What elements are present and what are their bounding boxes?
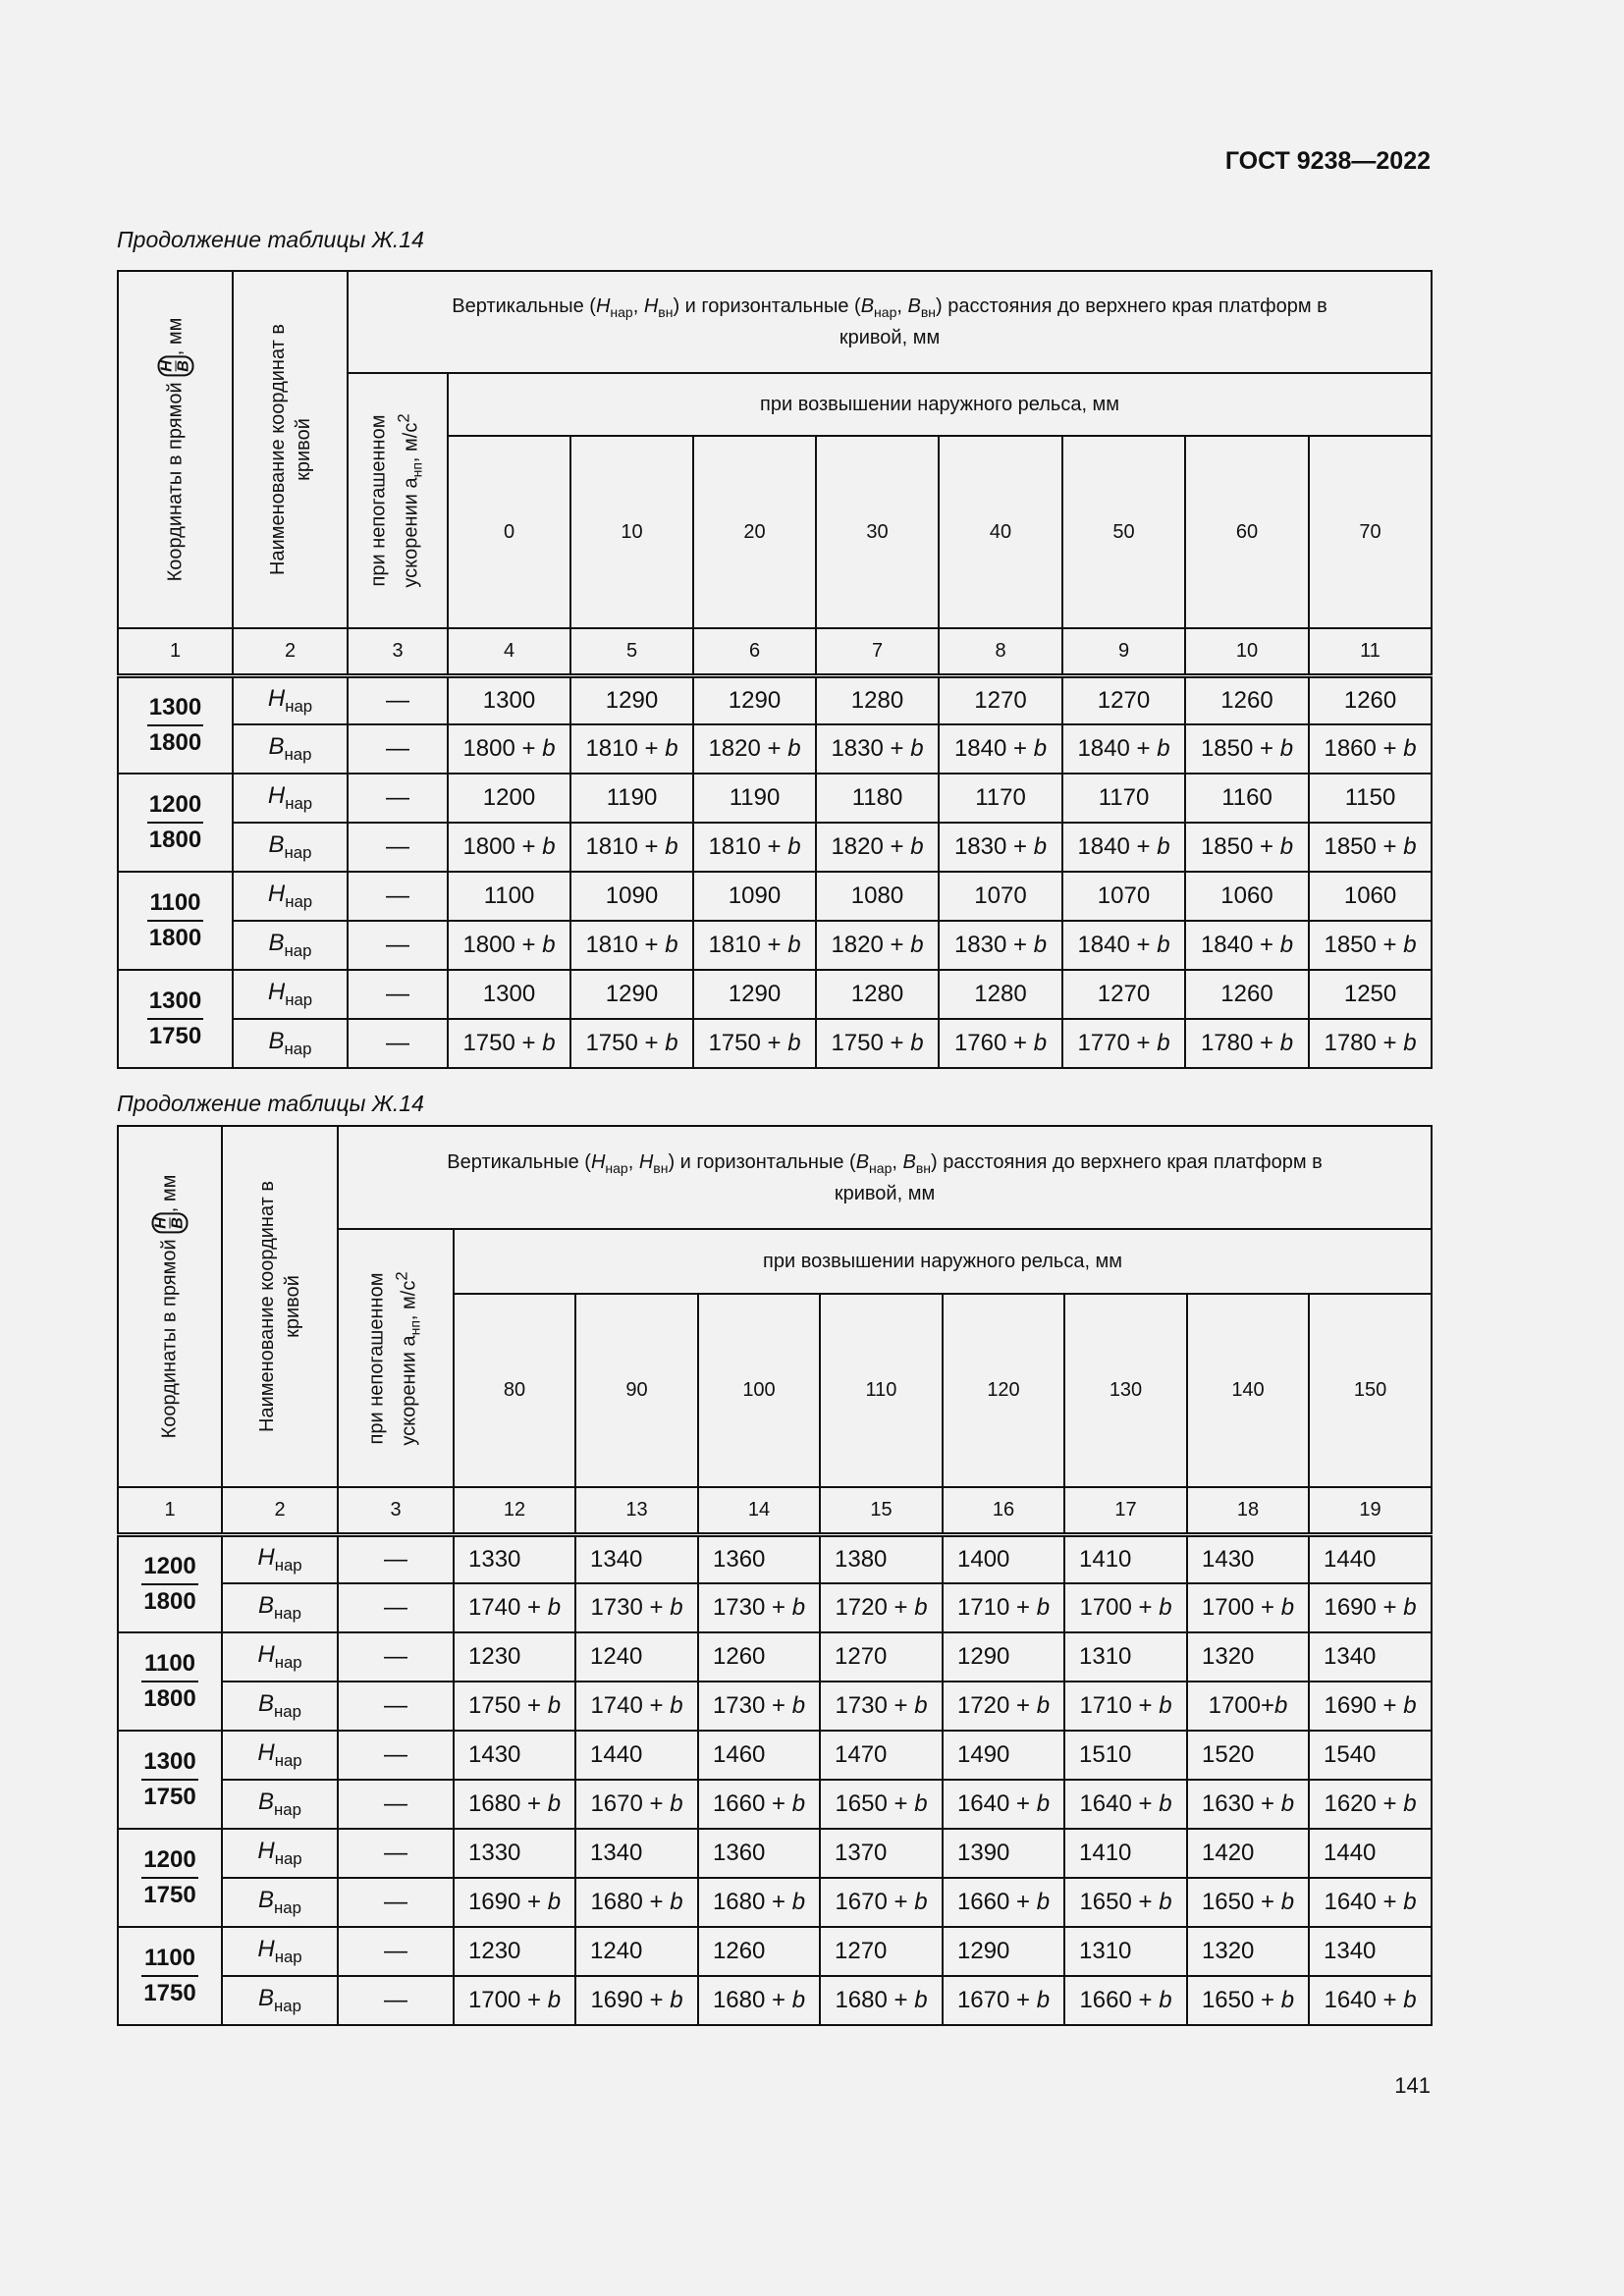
coord-b: 1800 [148,827,202,853]
column-number: 2 [222,1487,338,1534]
b-value: 1750 + b [693,1019,816,1068]
column-number: 8 [939,628,1062,675]
b-value: 1700+b [1187,1682,1309,1731]
h-value: 1290 [693,675,816,724]
h-value: 1330 [454,1534,575,1583]
elevation-level: 30 [816,436,939,628]
column-number: 7 [816,628,939,675]
dash: — [348,675,448,724]
b-value: 1830 + b [939,823,1062,872]
h-value: 1430 [454,1731,575,1780]
coord-h: 1200 [141,1843,197,1879]
elevation-level: 50 [1062,436,1185,628]
column-number: 4 [448,628,570,675]
h-value: 1490 [943,1731,1064,1780]
elevation-level: 80 [454,1294,575,1487]
table-row [118,921,1432,970]
b-value: 1680 + b [820,1976,943,2025]
b-nar-label: $B_{нар}$ [222,1682,338,1731]
h-value: 1340 [1309,1632,1432,1682]
h-value: 1300 [448,675,570,724]
b-value: 1680 + b [575,1878,698,1927]
h-value: 1290 [693,970,816,1019]
dash: — [348,823,448,872]
b-value: 1800 + b [448,921,570,970]
h-value: 1270 [820,1632,943,1682]
b-value: 1770 + b [1062,1019,1185,1068]
table-row [118,1019,1432,1068]
dash: — [338,1583,454,1632]
b-value: 1730 + b [698,1682,820,1731]
b-nar-label: $B_{нар}$ [222,1780,338,1829]
coord-label: Координаты в прямой [163,382,186,582]
b-value: 1710 + b [943,1583,1064,1632]
h-nar-label: $H_{нар}$ [233,872,348,921]
table-row [118,1682,1432,1731]
table-row [118,1780,1432,1829]
coord-h: 1200 [147,788,203,824]
column-number: 17 [1064,1487,1187,1534]
h-value: 1170 [1062,774,1185,823]
dash: — [348,970,448,1019]
dash: — [338,1534,454,1583]
dash: — [338,1927,454,1976]
b-value: 1840 + b [1185,921,1309,970]
header-curve-coordinate-name: Наименование координат в кривой [233,271,348,628]
b-value: 1760 + b [939,1019,1062,1068]
h-value: 1240 [575,1927,698,1976]
dash: — [348,724,448,774]
table-zh14-part-a [117,270,1433,1069]
b-value: 1820 + b [816,823,939,872]
h-value: 1470 [820,1731,943,1780]
h-value: 1190 [693,774,816,823]
coord-h: 1200 [141,1550,197,1585]
b-value: 1810 + b [693,823,816,872]
h-value: 1200 [448,774,570,823]
b-value: 1720 + b [820,1583,943,1632]
elevation-level: 100 [698,1294,820,1487]
h-value: 1310 [1064,1632,1187,1682]
elevation-level: 140 [1187,1294,1309,1487]
column-number: 3 [348,628,448,675]
b-value: 1750 + b [570,1019,693,1068]
h-value: 1090 [693,872,816,921]
h-value: 1150 [1309,774,1432,823]
b-value: 1650 + b [1187,1878,1309,1927]
coord-h: 1300 [141,1745,197,1781]
table-row [118,1829,1432,1878]
table-row [118,1632,1432,1682]
h-value: 1180 [816,774,939,823]
h-value: 1280 [816,675,939,724]
coordinate-pair [118,774,233,872]
table-row [118,1976,1432,2025]
h-value: 1330 [454,1829,575,1878]
table-caption-2: Продолжение таблицы Ж.14 [117,1091,424,1116]
b-value: 1780 + b [1309,1019,1432,1068]
elevation-level: 0 [448,436,570,628]
h-value: 1370 [820,1829,943,1878]
header-distances-title: Вертикальные ($H_{нар}$, $H_{вн}$) и горизонтальные ($B_{нар}$, $B_{вн}$) расстояния до верхнего края платформ в кривой, мм [348,271,1432,373]
dash: — [338,1878,454,1927]
h-value: 1340 [575,1534,698,1583]
dash: — [348,774,448,823]
coord-h: 1300 [147,691,203,726]
b-value: 1840 + b [1062,823,1185,872]
b-value: 1840 + b [1062,724,1185,774]
column-number: 13 [575,1487,698,1534]
h-value: 1430 [1187,1534,1309,1583]
table-row [118,1878,1432,1927]
h-value: 1260 [698,1927,820,1976]
table-row [118,872,1432,921]
h-value: 1190 [570,774,693,823]
h-value: 1090 [570,872,693,921]
b-nar-label: $B_{нар}$ [222,1878,338,1927]
h-nar-label: $H_{нар}$ [222,1829,338,1878]
h-value: 1320 [1187,1927,1309,1976]
table-zh14-part-b [117,1125,1433,2026]
b-value: 1840 + b [939,724,1062,774]
b-value: 1700 + b [454,1976,575,2025]
header-curve-coordinate-name: Наименование координат в кривой [222,1126,338,1487]
h-value: 1310 [1064,1927,1187,1976]
b-value: 1860 + b [1309,724,1432,774]
h-nar-label: $H_{нар}$ [222,1927,338,1976]
b-value: 1850 + b [1185,724,1309,774]
coordinate-pair [118,1829,222,1927]
header-acceleration: при непогашенном ускорении $a_{нп}$, $м/с^2$ [348,373,448,628]
h-value: 1270 [939,675,1062,724]
h-nar-label: $H_{нар}$ [233,675,348,724]
b-value: 1820 + b [693,724,816,774]
dash: — [338,1632,454,1682]
b-value: 1810 + b [570,921,693,970]
column-number: 3 [338,1487,454,1534]
coordinate-pair [118,1927,222,2025]
b-value: 1850 + b [1185,823,1309,872]
b-value: 1680 + b [454,1780,575,1829]
h-value: 1260 [1185,675,1309,724]
dash: — [338,1682,454,1731]
column-number: 5 [570,628,693,675]
column-number: 12 [454,1487,575,1534]
elevation-level: 40 [939,436,1062,628]
b-value: 1720 + b [943,1682,1064,1731]
b-value: 1670 + b [820,1878,943,1927]
b-value: 1660 + b [943,1878,1064,1927]
h-value: 1060 [1185,872,1309,921]
coordinate-pair [118,970,233,1068]
b-value: 1640 + b [943,1780,1064,1829]
elevation-level: 150 [1309,1294,1432,1487]
b-value: 1690 + b [1309,1583,1432,1632]
table-row [118,1583,1432,1632]
h-value: 1270 [1062,675,1185,724]
b-value: 1650 + b [820,1780,943,1829]
column-number: 19 [1309,1487,1432,1534]
table-row [118,823,1432,872]
coord-b: 1750 [143,1980,196,2006]
h-value: 1340 [1309,1927,1432,1976]
coord-h: 1100 [141,1647,197,1682]
b-value: 1850 + b [1309,823,1432,872]
b-value: 1830 + b [816,724,939,774]
b-value: 1750 + b [816,1019,939,1068]
h-value: 1400 [943,1534,1064,1583]
b-value: 1820 + b [816,921,939,970]
b-value: 1740 + b [575,1682,698,1731]
coord-h: 1100 [147,886,203,922]
dash: — [338,1976,454,2025]
elevation-level: 130 [1064,1294,1187,1487]
b-value: 1800 + b [448,724,570,774]
h-value: 1080 [816,872,939,921]
column-number: 2 [233,628,348,675]
h-value: 1270 [820,1927,943,1976]
elevation-level: 60 [1185,436,1309,628]
b-value: 1630 + b [1187,1780,1309,1829]
column-number: 15 [820,1487,943,1534]
dash: — [338,1780,454,1829]
h-value: 1160 [1185,774,1309,823]
elevation-level: 110 [820,1294,943,1487]
coord-b: 1750 [148,1023,202,1049]
document-code: ГОСТ 9238—2022 [1224,147,1431,175]
coord-h: 1100 [141,1942,197,1977]
b-value: 1730 + b [820,1682,943,1731]
b-value: 1680 + b [698,1976,820,2025]
b-value: 1810 + b [693,921,816,970]
b-value: 1690 + b [575,1976,698,2025]
b-value: 1750 + b [448,1019,570,1068]
b-value: 1660 + b [1064,1976,1187,2025]
b-nar-label: $B_{нар}$ [222,1976,338,2025]
b-value: 1670 + b [943,1976,1064,2025]
frac-bottom: B [175,360,191,372]
h-nar-label: $H_{нар}$ [222,1731,338,1780]
b-value: 1730 + b [698,1583,820,1632]
coord-b: 1800 [148,925,202,951]
h-value: 1440 [1309,1534,1432,1583]
coordinate-pair [118,1731,222,1829]
b-value: 1640 + b [1309,1878,1432,1927]
column-number: 18 [1187,1487,1309,1534]
h-value: 1520 [1187,1731,1309,1780]
frac-top: H [158,360,175,372]
h-value: 1360 [698,1829,820,1878]
dash: — [348,872,448,921]
h-value: 1070 [1062,872,1185,921]
column-number: 10 [1185,628,1309,675]
column-number: 14 [698,1487,820,1534]
b-value: 1650 + b [1064,1878,1187,1927]
h-value: 1170 [939,774,1062,823]
h-nar-label: $H_{нар}$ [222,1632,338,1682]
b-value: 1780 + b [1185,1019,1309,1068]
coord-b: 1800 [148,728,202,756]
b-value: 1740 + b [454,1583,575,1632]
header-acceleration: при непогашенном ускорении $a_{нп}$, $м/с^2$ [338,1229,454,1487]
dash: — [338,1829,454,1878]
h-value: 1380 [820,1534,943,1583]
h-value: 1260 [698,1632,820,1682]
h-value: 1260 [1185,970,1309,1019]
coordinate-pair [118,675,233,774]
h-value: 1230 [454,1632,575,1682]
dash: — [348,1019,448,1068]
h-value: 1290 [943,1632,1064,1682]
table-row [118,675,1432,724]
h-value: 1290 [943,1927,1064,1976]
table-caption: Продолжение таблицы Ж.14 [117,227,424,252]
h-value: 1410 [1064,1534,1187,1583]
b-value: 1850 + b [1309,921,1432,970]
coord-b: 1750 [143,1882,196,1908]
table-row [118,774,1432,823]
column-number: 6 [693,628,816,675]
dash: — [338,1731,454,1780]
h-value: 1300 [448,970,570,1019]
h-value: 1270 [1062,970,1185,1019]
b-value: 1750 + b [454,1682,575,1731]
elevation-level: 90 [575,1294,698,1487]
coordinate-pair [118,872,233,970]
coord-label: Координаты в прямой [158,1239,181,1439]
h-value: 1250 [1309,970,1432,1019]
coord-unit: , мм [158,1174,181,1213]
header-elevation: при возвышении наружного рельса, мм [448,373,1432,436]
h-value: 1070 [939,872,1062,921]
coord-b: 1750 [143,1784,196,1810]
coordinate-pair [118,1534,222,1632]
table-row [118,970,1432,1019]
b-value: 1700 + b [1064,1583,1187,1632]
h-value: 1290 [570,970,693,1019]
b-value: 1650 + b [1187,1976,1309,2025]
header-coordinates [118,271,233,628]
b-value: 1810 + b [570,724,693,774]
column-number: 16 [943,1487,1064,1534]
frac-bottom: B [169,1217,187,1229]
b-value: 1660 + b [698,1780,820,1829]
table-row [118,1927,1432,1976]
h-value: 1510 [1064,1731,1187,1780]
column-number: 1 [118,628,233,675]
b-nar-label: $B_{нар}$ [233,724,348,774]
header-distances-title: Вертикальные ($H_{нар}$, $H_{вн}$) и горизонтальные ($B_{нар}$, $B_{вн}$) расстояния до верхнего края платформ в кривой, мм [338,1126,1432,1229]
column-number: 11 [1309,628,1432,675]
coord-b: 1800 [143,1587,196,1615]
h-value: 1440 [575,1731,698,1780]
coordinate-pair [118,1632,222,1731]
b-value: 1690 + b [454,1878,575,1927]
b-value: 1710 + b [1064,1682,1187,1731]
b-value: 1810 + b [570,823,693,872]
b-value: 1640 + b [1064,1780,1187,1829]
h-value: 1240 [575,1632,698,1682]
b-value: 1700 + b [1187,1583,1309,1632]
elevation-level: 20 [693,436,816,628]
b-nar-label: $B_{нар}$ [233,1019,348,1068]
b-value: 1840 + b [1062,921,1185,970]
elevation-level: 120 [943,1294,1064,1487]
h-value: 1280 [816,970,939,1019]
h-value: 1280 [939,970,1062,1019]
h-nar-label: $H_{нар}$ [222,1534,338,1583]
b-value: 1670 + b [575,1780,698,1829]
h-value: 1540 [1309,1731,1432,1780]
page-number: 141 [1394,2073,1431,2098]
b-value: 1620 + b [1309,1780,1432,1829]
table-row [118,1534,1432,1583]
h-value: 1320 [1187,1632,1309,1682]
b-value: 1690 + b [1309,1682,1432,1731]
h-value: 1060 [1309,872,1432,921]
h-value: 1410 [1064,1829,1187,1878]
b-value: 1800 + b [448,823,570,872]
b-value: 1730 + b [575,1583,698,1632]
b-value: 1680 + b [698,1878,820,1927]
h-over-b-fraction [157,355,193,377]
b-value: 1830 + b [939,921,1062,970]
column-number: 1 [118,1487,222,1534]
h-value: 1460 [698,1731,820,1780]
coord-h: 1300 [147,985,203,1020]
b-nar-label: $B_{нар}$ [222,1583,338,1632]
elevation-level: 10 [570,436,693,628]
b-value: 1640 + b [1309,1976,1432,2025]
header-coordinates [118,1126,222,1487]
dash: — [348,921,448,970]
h-over-b-fraction [152,1212,189,1234]
column-number: 9 [1062,628,1185,675]
header-elevation: при возвышении наружного рельса, мм [454,1229,1432,1294]
table-row [118,1731,1432,1780]
h-value: 1440 [1309,1829,1432,1878]
coord-b: 1800 [143,1685,196,1712]
h-value: 1230 [454,1927,575,1976]
h-value: 1260 [1309,675,1432,724]
h-value: 1360 [698,1534,820,1583]
h-value: 1290 [570,675,693,724]
h-nar-label: $H_{нар}$ [233,970,348,1019]
h-value: 1100 [448,872,570,921]
b-nar-label: $B_{нар}$ [233,921,348,970]
table-row [118,724,1432,774]
frac-top: H [152,1217,170,1229]
elevation-level: 70 [1309,436,1432,628]
h-value: 1420 [1187,1829,1309,1878]
h-nar-label: $H_{нар}$ [233,774,348,823]
h-value: 1390 [943,1829,1064,1878]
coord-unit: , мм [163,317,186,356]
h-value: 1340 [575,1829,698,1878]
b-nar-label: $B_{нар}$ [233,823,348,872]
